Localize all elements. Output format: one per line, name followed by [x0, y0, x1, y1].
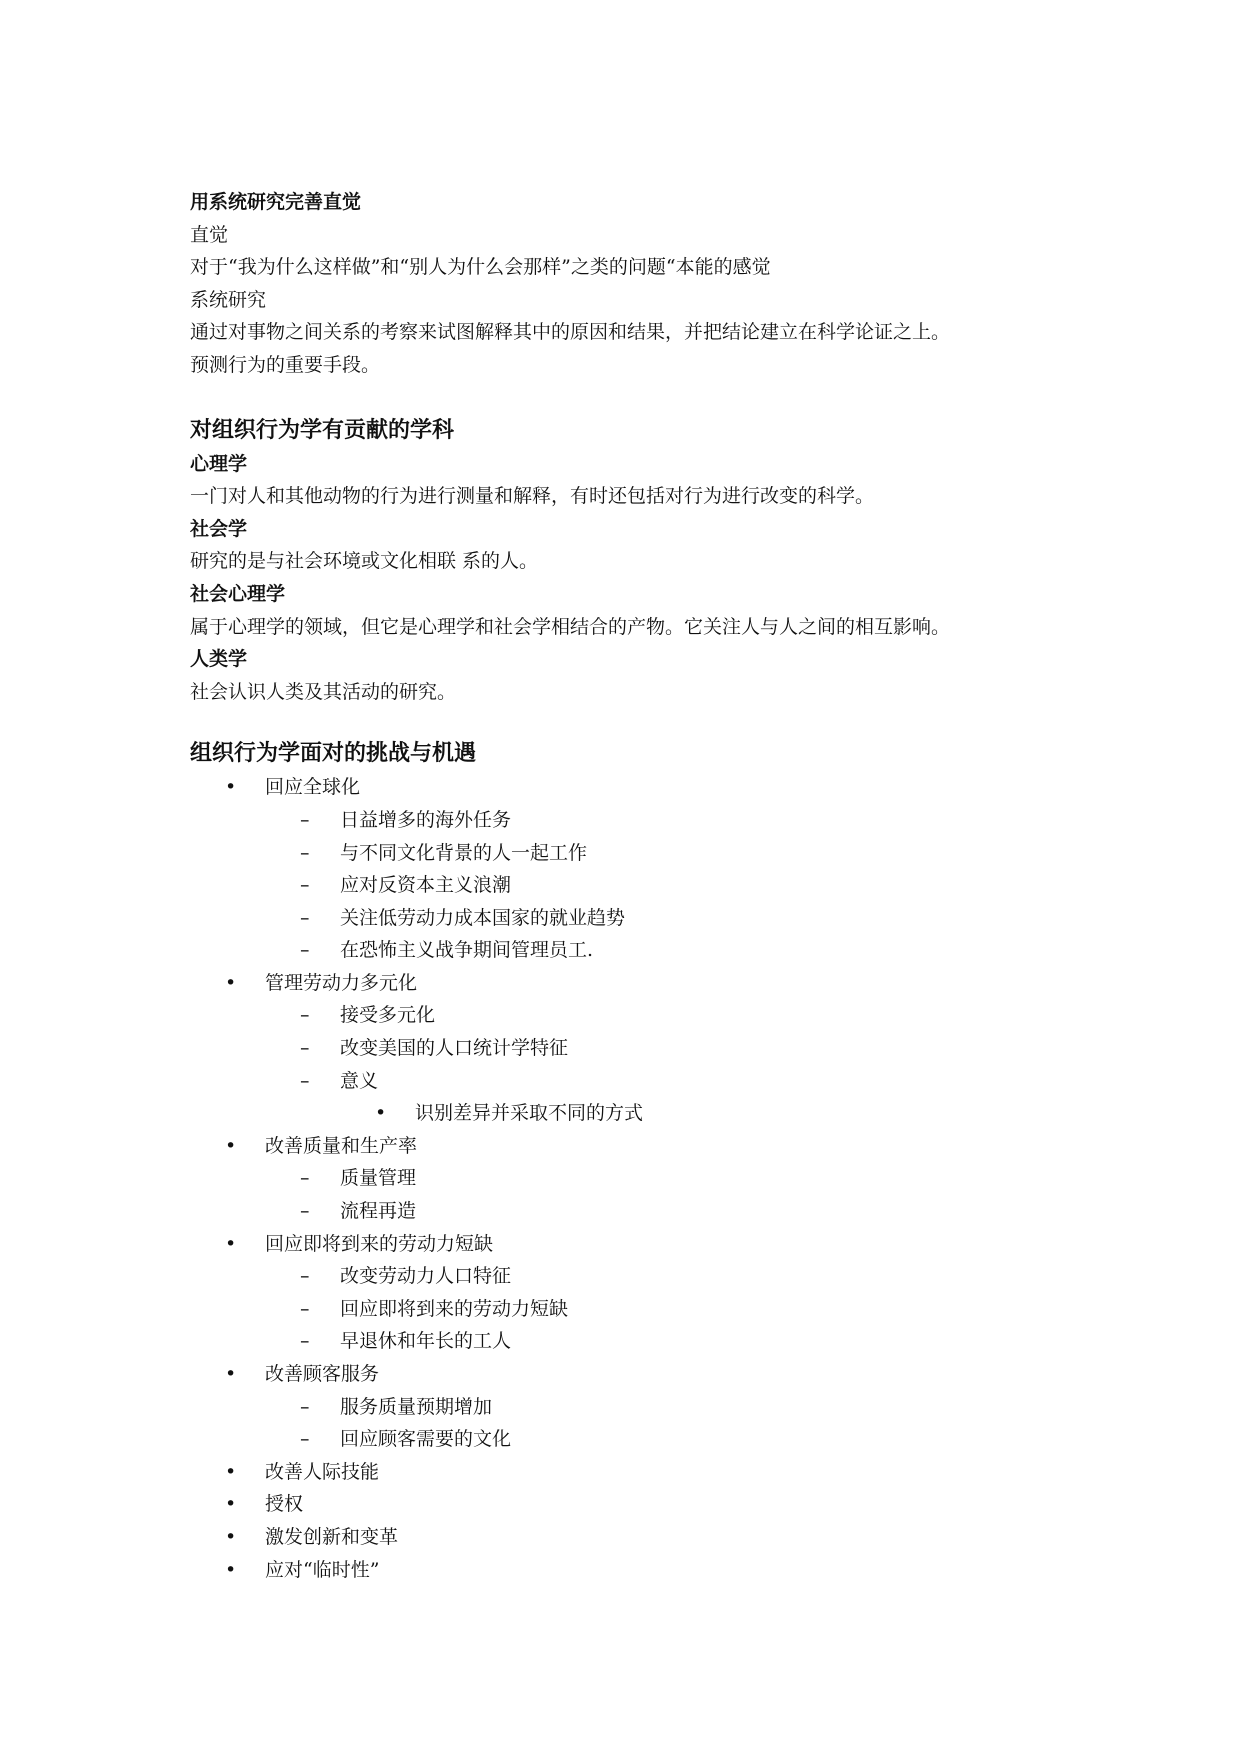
list-item: – 回应即将到来的劳动力短缺 — [190, 1293, 1150, 1326]
bullet-marker: • — [225, 971, 237, 994]
text-line: 系统研究 — [190, 288, 267, 311]
dash-marker: – — [300, 874, 310, 897]
dash-marker: – — [300, 1428, 310, 1451]
dash-marker: – — [300, 1265, 310, 1288]
list-item: – 日益增多的海外任务 — [190, 804, 1150, 837]
list-item: – 意义 — [190, 1065, 1150, 1098]
spacer — [190, 382, 1150, 414]
list-item: • 改善顾客服务 — [190, 1358, 1150, 1391]
dash-marker: – — [300, 1037, 310, 1060]
list-item: • 识别差异并采取不同的方式 — [190, 1097, 1150, 1130]
bullet-marker: • — [225, 1363, 237, 1385]
bullet-marker: • — [225, 1493, 237, 1516]
dash-marker: – — [300, 808, 310, 831]
bullet-marker: • — [225, 1232, 237, 1255]
term-social-psychology: 社会心理学 — [190, 582, 286, 605]
list-item: • 改善质量和生产率 — [190, 1130, 1150, 1163]
bullet-marker: • — [225, 1134, 237, 1157]
term-description: 社会认识人类及其活动的研究。 — [190, 680, 457, 703]
term-description: 属于心理学的领域，但它是心理学和社会学相结合的产物。它关注人与人之间的相互影响。 — [190, 615, 951, 638]
dash-marker: – — [300, 1330, 310, 1353]
list-item: – 流程再造 — [190, 1195, 1150, 1228]
text-line: 通过对事物之间关系的考察来试图解释其中的原因和结果，并把结论建立在科学论证之上。 — [190, 321, 951, 344]
list-item: • 回应即将到来的劳动力短缺 — [190, 1228, 1150, 1261]
list-item: • 应对“临时性” — [190, 1554, 1150, 1587]
text-line: 对于“我为什么这样做”和“别人为什么会那样”之类的问题“本能的感觉 — [190, 256, 771, 279]
bullet-marker: • — [375, 1102, 387, 1125]
section-heading-challenges: 组织行为学面对的挑战与机遇 — [190, 741, 477, 767]
text-line: 预测行为的重要手段。 — [190, 353, 381, 376]
term-description: 一门对人和其他动物的行为进行测量和解释，有时还包括对行为进行改变的科学。 — [190, 485, 875, 508]
document-page — [190, 186, 1150, 1586]
term-sociology: 社会学 — [190, 517, 248, 540]
list-item: – 关注低劳动力成本国家的就业趋势 — [190, 902, 1150, 935]
bullet-marker: • — [225, 1558, 237, 1581]
list-item: • 回应全球化 — [190, 771, 1150, 804]
dash-marker: – — [300, 1004, 310, 1027]
list-item: • 改善人际技能 — [190, 1456, 1150, 1489]
section-heading-disciplines: 对组织行为学有贡献的学科 — [190, 417, 455, 443]
term-anthropology: 人类学 — [190, 648, 248, 671]
bullet-marker: • — [225, 1460, 237, 1483]
spacer — [190, 708, 1150, 737]
term-description: 研究的是与社会环境或文化相联 系的人。 — [190, 550, 539, 573]
list-item: – 应对反资本主义浪潮 — [190, 869, 1150, 902]
dash-marker: – — [300, 1395, 310, 1418]
list-item: – 质量管理 — [190, 1162, 1150, 1195]
list-item: • 授权 — [190, 1488, 1150, 1521]
bullet-marker: • — [225, 1525, 237, 1548]
dash-marker: – — [300, 1297, 310, 1320]
challenges-list — [190, 771, 1150, 1586]
list-item: – 在恐怖主义战争期间管理员工. — [190, 934, 1150, 967]
list-item: – 改变劳动力人口特征 — [190, 1260, 1150, 1293]
list-item: • 激发创新和变革 — [190, 1521, 1150, 1554]
list-item: – 与不同文化背景的人一起工作 — [190, 837, 1150, 870]
list-item: • 管理劳动力多元化 — [190, 967, 1150, 1000]
list-item: – 服务质量预期增加 — [190, 1391, 1150, 1424]
list-item: – 回应顾客需要的文化 — [190, 1423, 1150, 1456]
dash-marker: – — [300, 906, 310, 929]
section-heading-intuition: 用系统研究完善直觉 — [190, 191, 362, 213]
list-item: – 改变美国的人口统计学特征 — [190, 1032, 1150, 1065]
dash-marker: – — [300, 1069, 310, 1092]
list-item: – 接受多元化 — [190, 999, 1150, 1032]
dash-marker: – — [300, 841, 310, 864]
text-line: 直觉 — [190, 223, 229, 246]
list-item: – 早退休和年长的工人 — [190, 1325, 1150, 1358]
term-psychology: 心理学 — [190, 452, 248, 475]
dash-marker: – — [300, 1200, 310, 1223]
bullet-marker: • — [225, 776, 237, 799]
dash-marker: – — [300, 1167, 310, 1190]
dash-marker: – — [300, 939, 310, 962]
